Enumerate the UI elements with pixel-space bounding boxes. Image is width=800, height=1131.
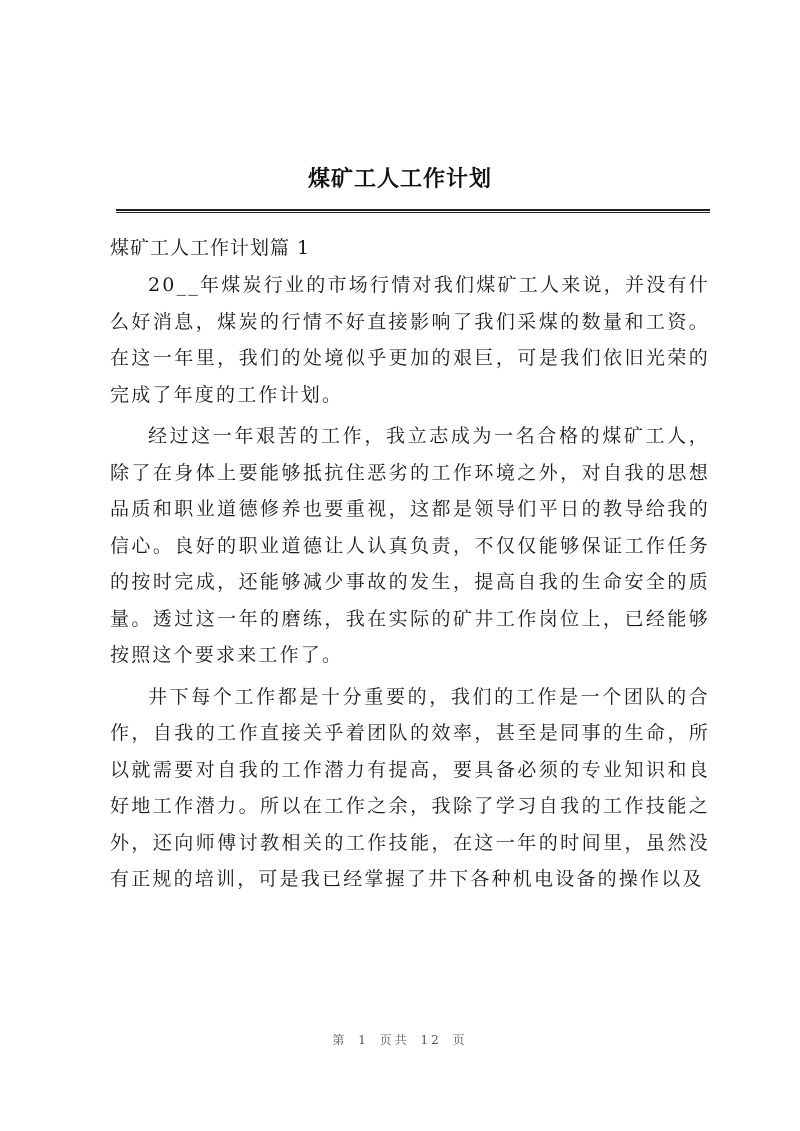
footer-prefix: 第: [332, 1033, 348, 1047]
footer-middle: 页共: [379, 1033, 410, 1047]
document-title: 煤矿工人工作计划: [307, 167, 492, 192]
footer-suffix: 页: [452, 1033, 468, 1047]
section-heading: 煤矿工人工作计划篇 1: [110, 237, 311, 259]
paragraph-1: 20__年煤炭行业的市场行情对我们煤矿工人来说，并没有什么好消息，煤炭的行情不好直接影响了我们采煤的数量和工资。在这一年里，我们的处境似乎更加的艰巨，可是我们依旧光荣的完成了年度的工作计划。: [110, 274, 710, 406]
page-footer: [0, 1031, 800, 1048]
paragraph-3: 井下每个工作都是十分重要的，我们的工作是一个团队的合作，自我的工作直接关乎着团队的效率，甚至是同事的生命，所以就需要对自我的工作潜力有提高，要具备必须的专业知识和良好地工作潜力。所以在工作之余，我除了学习自我的工作技能之外，还向师傅讨教相关的工作技能，在这一年的时间里，虽然没有正规的培训，可是我已经掌握了井下各种机电设备的操作以及: [110, 685, 710, 890]
paragraph-2: 经过这一年艰苦的工作，我立志成为一名合格的煤矿工人，除了在身体上要能够抵抗住恶劣的工作环境之外，对自我的思想品质和职业道德修养也要重视，这都是领导们平日的教导给我的信心。良好的职业道德让人认真负责，不仅仅能够保证工作任务的按时完成，还能够减少事故的发生，提高自我的生命安全的质量。透过这一年的磨练，我在实际的矿井工作岗位上，已经能够按照这个要求来工作了。: [110, 425, 710, 666]
title-divider: [116, 209, 710, 213]
document-body: [110, 230, 710, 903]
footer-page-number: 1: [358, 1033, 369, 1047]
footer-total-pages: 12: [420, 1033, 442, 1047]
